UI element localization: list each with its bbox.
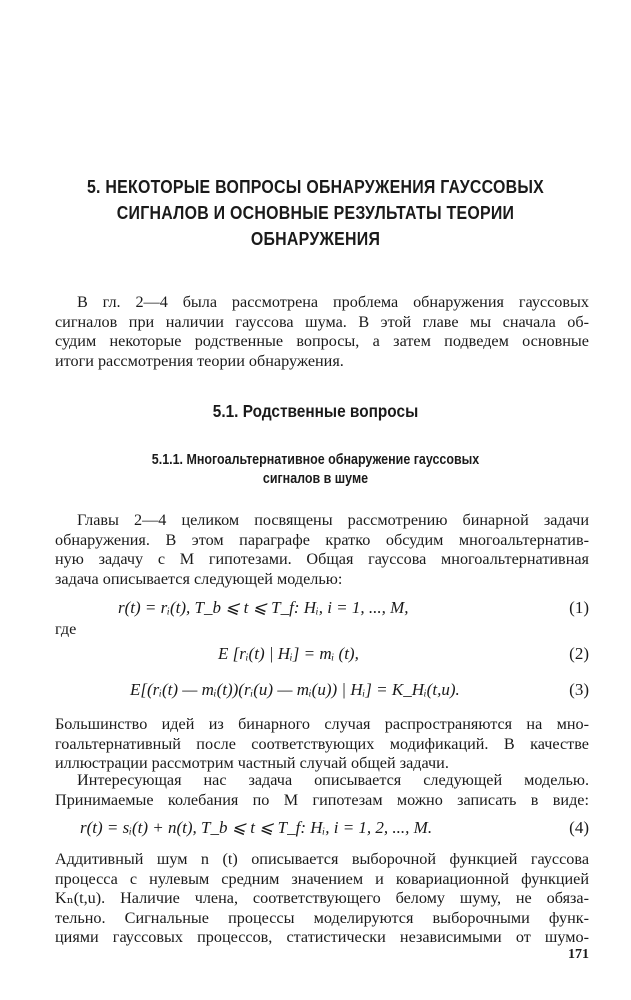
text-line: ную задачу с M гипотезами. Общая гауссова многоальтернативная bbox=[55, 550, 589, 569]
chapter-title-line: ОБНАРУЖЕНИЯ bbox=[250, 228, 381, 249]
equation-2: E [rᵢ(t) | Hᵢ] = mᵢ (t), bbox=[218, 644, 359, 663]
text-line: обнаружения. В этом параграфе кратко обсудим многоальтернатив- bbox=[55, 530, 589, 549]
text-line: иллюстрации рассмотрим частный случай общей задачи. bbox=[55, 754, 449, 773]
subsection-heading-line: сигналов в шуме bbox=[262, 471, 369, 487]
text-line: тельно. Сигнальные процессы моделируются выборочными функ- bbox=[55, 908, 589, 927]
intro-paragraph bbox=[55, 293, 589, 371]
paragraph-4 bbox=[55, 850, 589, 948]
text-line: сигналов при наличии гауссова шума. В этой главе мы сначала об- bbox=[55, 312, 589, 331]
where-label: где bbox=[55, 620, 77, 638]
text-line: судим некоторые родственные вопросы, а затем подведем основные bbox=[55, 332, 589, 351]
text-line: задача описывается следующей моделью: bbox=[55, 569, 343, 588]
paragraph-3 bbox=[55, 771, 589, 810]
text-line: циями гауссовых процессов, статистически независимыми от шумо- bbox=[55, 928, 589, 947]
equation-1-number: (1) bbox=[569, 598, 589, 617]
equation-1: r(t) = rᵢ(t), T_b ⩽ t ⩽ T_f: Hᵢ, i = 1, ..., M, bbox=[118, 598, 409, 617]
equation-4-number: (4) bbox=[569, 818, 589, 837]
equation-4: r(t) = sᵢ(t) + n(t), T_b ⩽ t ⩽ T_f: Hᵢ, i = 1, 2, ..., M. bbox=[80, 818, 433, 837]
text-line: Принимаемые колебания по M гипотезам можно записать в виде: bbox=[55, 790, 589, 809]
text-line: Большинство идей из бинарного случая распространяются на мно- bbox=[55, 715, 589, 733]
text-line: процесса с нулевым средним значением и ковариационной функцией bbox=[55, 869, 589, 888]
text-line: Kₙ(t,u). Наличие члена, соответствующего белому шуму, не обяза- bbox=[55, 889, 589, 908]
text-line: Главы 2—4 целиком посвящены рассмотрению бинарной задачи bbox=[77, 511, 589, 529]
paragraph-1 bbox=[55, 511, 589, 589]
chapter-title-line: 5. НЕКОТОРЫЕ ВОПРОСЫ ОБНАРУЖЕНИЯ ГАУССОВЫХ bbox=[86, 176, 545, 197]
text-line: гоальтернативный после соответствующих модификаций. В качестве bbox=[55, 734, 589, 753]
paragraph-2 bbox=[55, 715, 589, 774]
chapter-title-line: СИГНАЛОВ И ОСНОВНЫЕ РЕЗУЛЬТАТЫ ТЕОРИИ bbox=[116, 202, 515, 223]
subsection-heading-line: 5.1.1. Многоальтернативное обнаружение гауссовых bbox=[151, 452, 480, 468]
page-number: 171 bbox=[568, 947, 589, 962]
section-heading: 5.1. Родственные вопросы bbox=[212, 401, 419, 421]
chapter-title bbox=[79, 174, 553, 252]
equation-2-number: (2) bbox=[569, 644, 589, 663]
equation-3-number: (3) bbox=[569, 680, 589, 699]
text-line: Аддитивный шум n (t) описывается выборочной функцией гауссова bbox=[55, 850, 589, 868]
subsection-heading bbox=[79, 451, 553, 489]
text-line: итоги рассмотрения теории обнаружения. bbox=[55, 351, 344, 370]
text-line: В гл. 2—4 была рассмотрена проблема обнаружения гауссовых bbox=[77, 293, 589, 311]
equation-3: E[(rᵢ(t) — mᵢ(t))(rᵢ(u) — mᵢ(u)) | Hᵢ] = K_Hᵢ(t,u). bbox=[130, 680, 460, 699]
text-line: Интересующая нас задача описывается следующей моделью. bbox=[77, 771, 589, 789]
